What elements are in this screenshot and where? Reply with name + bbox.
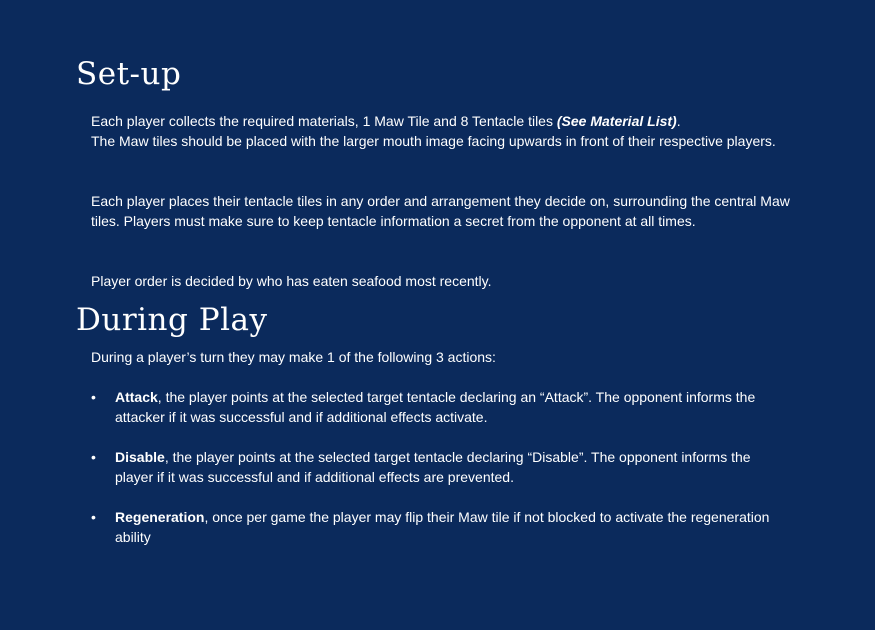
bullet-marker: • — [91, 389, 96, 405]
during-play-heading: During Play — [76, 302, 268, 338]
setup-heading: Set-up — [76, 56, 182, 92]
action-item-regeneration — [91, 507, 771, 547]
action-detail: , the player points at the selected target tentacle declaring an “Attack”. The opponent informs the attacker if it was successful and if additional effects activate. — [115, 389, 756, 425]
bullet-marker: • — [91, 509, 96, 525]
action-term: Attack — [115, 389, 158, 405]
action-description — [115, 447, 771, 487]
action-term: Regeneration — [115, 509, 205, 525]
action-item-attack — [91, 387, 771, 427]
bullet-marker: • — [91, 449, 96, 465]
setup-player-order-paragraph: Player order is decided by who has eaten seafood most recently. — [91, 273, 492, 289]
action-item-disable — [91, 447, 771, 487]
setup-materials-text: Each player collects the required materials, 1 Maw Tile and 8 Tentacle tiles — [91, 113, 557, 129]
action-description — [115, 507, 771, 547]
action-term: Disable — [115, 449, 165, 465]
setup-materials-paragraph — [91, 111, 791, 151]
material-list-reference: (See Material List) — [556, 113, 677, 129]
setup-tentacle-paragraph: Each player places their tentacle tiles in any order and arrangement they decide on, surrounding the central Maw tiles. Players must make sure to keep tentacle information a secret from the opponent at all times. — [91, 193, 790, 229]
setup-materials-period: . — [676, 113, 681, 129]
action-detail: , once per game the player may flip their Maw tile if not blocked to activate the regeneration ability — [115, 509, 770, 545]
action-description — [115, 387, 771, 427]
action-detail: , the player points at the selected target tentacle declaring “Disable”. The opponent informs the player if it was successful and if additional effects are prevented. — [115, 449, 751, 485]
setup-maw-placement-text: The Maw tiles should be placed with the larger mouth image facing upwards in front of their respective players. — [91, 133, 776, 149]
during-play-intro: During a player’s turn they may make 1 of the following 3 actions: — [91, 349, 496, 365]
